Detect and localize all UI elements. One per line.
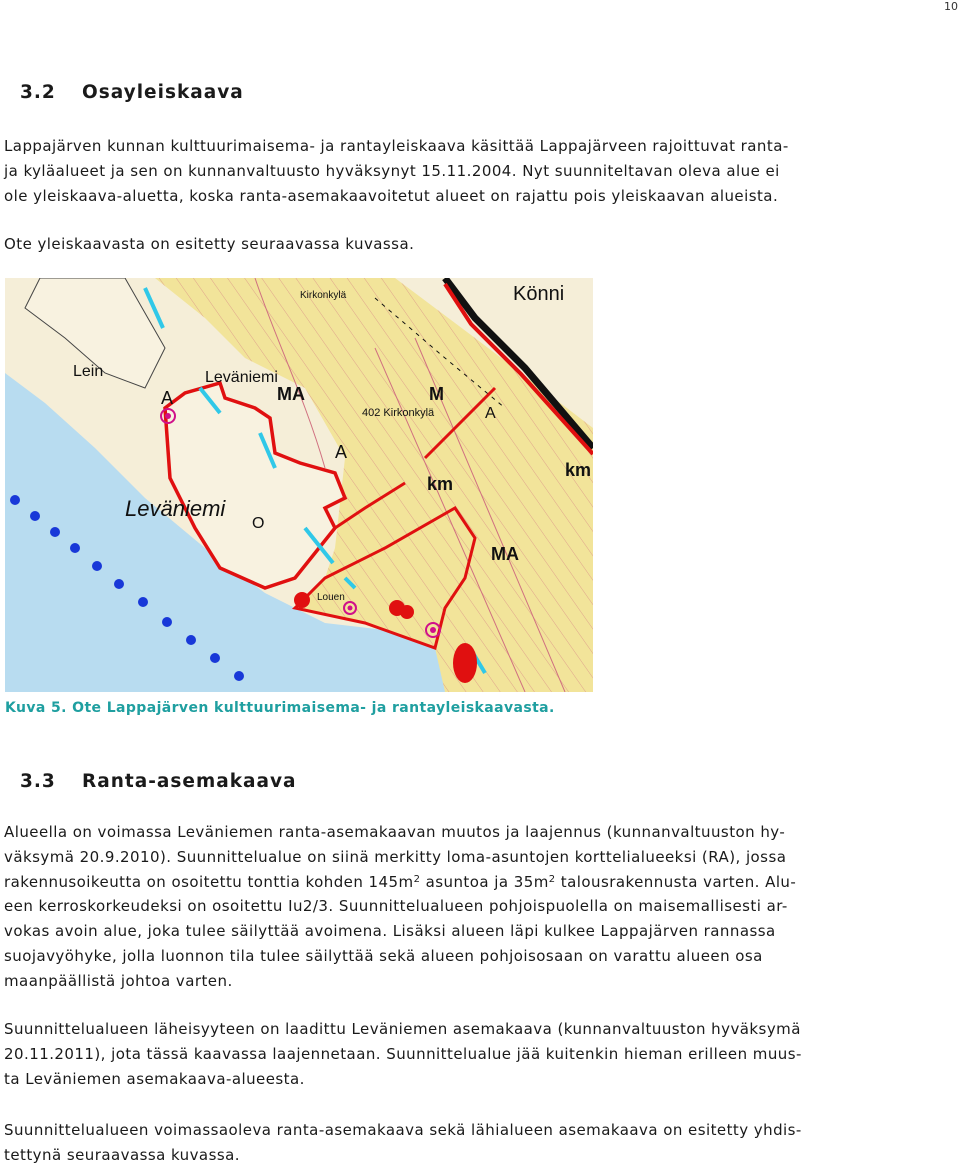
map-label: A: [335, 442, 348, 462]
shoreline-dot: [138, 597, 148, 607]
text-segment: rakennusoikeutta on osoitettu tonttia kohden 145m: [4, 872, 414, 891]
map-label: Kirkonkylä: [300, 290, 347, 301]
paragraph-ote: [4, 232, 954, 257]
section-heading-3-2: [4, 82, 244, 103]
text-line: maanpäällistä johtoa varten.: [4, 971, 233, 990]
shoreline-dot: [92, 561, 102, 571]
yleiskaava-map-figure: [5, 278, 593, 692]
map-label: MA: [277, 384, 305, 404]
shoreline-dot: [210, 653, 220, 663]
shoreline-dot: [30, 511, 40, 521]
shoreline-dot: [70, 543, 80, 553]
map-label: A: [161, 388, 174, 408]
shoreline-dot: [50, 527, 60, 537]
page-number: 10: [944, 0, 958, 13]
text-line: ta Leväniemen asemakaava-alueesta.: [4, 1069, 305, 1088]
text-segment: talousrakennusta varten. Alu-: [555, 872, 797, 891]
map-label: MA: [491, 544, 519, 564]
map-label: Leväniemi: [205, 369, 278, 386]
red-marker: [453, 643, 477, 683]
paragraph-yleiskaava: [4, 134, 954, 208]
section-title: Osayleiskaava: [82, 82, 244, 103]
map-label: Leväniemi: [125, 496, 226, 521]
text-line: Ote yleiskaavasta on esitetty seuraavassa kuvassa.: [4, 235, 415, 253]
text-line: een kerroskorkeudeksi on osoitettu Iu2/3. Suunnittelualueen pohjoispuolella on maisemallisesti ar-: [4, 897, 788, 916]
text-line: ja kyläalueet ja sen on kunnanvaltuusto hyväksynyt 15.11.2004. Nyt suunniteltavan oleva alue ei: [4, 161, 780, 180]
map-label: Louen: [317, 592, 345, 603]
map-label: M: [429, 384, 444, 404]
map-label: Könni: [513, 283, 565, 305]
figure-caption: Kuva 5. Ote Lappajärven kulttuurimaisema- ja rantayleiskaavasta.: [5, 700, 555, 716]
text-line: tettynä seuraavassa kuvassa.: [4, 1145, 240, 1164]
text-line: Suunnittelualueen läheisyyteen on laadittu Leväniemen asemakaava (kunnanvaltuuston hyväksymä: [4, 1020, 801, 1038]
red-marker: [400, 605, 414, 619]
superscript: 2: [413, 873, 421, 885]
text-line: [4, 870, 954, 895]
text-line: Lappajärven kunnan kulttuurimaisema- ja rantayleiskaava käsittää Lappajärveen rajoittuvat ranta-: [4, 137, 789, 155]
superscript: 2: [548, 873, 556, 885]
section-heading-3-3: [4, 771, 297, 792]
text-line: Suunnittelualueen voimassaoleva ranta-asemakaava sekä lähialueen asemakaava on esitetty yhdis-: [4, 1121, 802, 1139]
shoreline-dot: [234, 671, 244, 681]
section-number: 3.2: [20, 82, 56, 103]
text-line: ole yleiskaava-aluetta, koska ranta-asemakaavoitetut alueet on rajattu pois yleiskaavan alueista.: [4, 186, 779, 205]
text-segment: asuntoa ja 35m: [420, 872, 549, 891]
text-line: vokas avoin alue, joka tulee säilyttää avoimena. Lisäksi alueen läpi kulkee Lappajärven rannassa: [4, 922, 776, 941]
map-label: 402 Kirkonkylä: [362, 407, 435, 419]
paragraph-yhdistetty: [4, 1118, 954, 1168]
section-title: Ranta-asemakaava: [82, 771, 297, 792]
text-line: Alueella on voimassa Leväniemen ranta-asemakaavan muutos ja laajennus (kunnanvaltuuston hy-: [4, 823, 786, 841]
map-label: km: [565, 460, 592, 480]
paragraph-ranta-asemakaava: [4, 820, 954, 994]
map-label: km: [427, 474, 454, 494]
shoreline-dot: [162, 617, 172, 627]
map-label: Lein: [73, 363, 104, 380]
map-label: O: [252, 515, 265, 532]
section-number: 3.3: [20, 771, 56, 792]
shoreline-dot: [186, 635, 196, 645]
text-line: väksymä 20.9.2010). Suunnittelualue on siinä merkitty loma-asuntojen korttelialueeksi (RA), jossa: [4, 847, 787, 866]
shoreline-dot: [114, 579, 124, 589]
shoreline-dot: [10, 495, 20, 505]
red-marker: [294, 592, 310, 608]
map-label: A: [485, 405, 496, 422]
text-line: 20.11.2011), jota tässä kaavassa laajennetaan. Suunnittelualue jää kuitenkin hieman erilleen muus-: [4, 1044, 802, 1063]
text-line: suojavyöhyke, jolla luonnon tila tulee säilyttää sekä alueen pohjoisosaan on varattu alueen osa: [4, 946, 763, 965]
paragraph-asemakaava: [4, 1017, 954, 1091]
